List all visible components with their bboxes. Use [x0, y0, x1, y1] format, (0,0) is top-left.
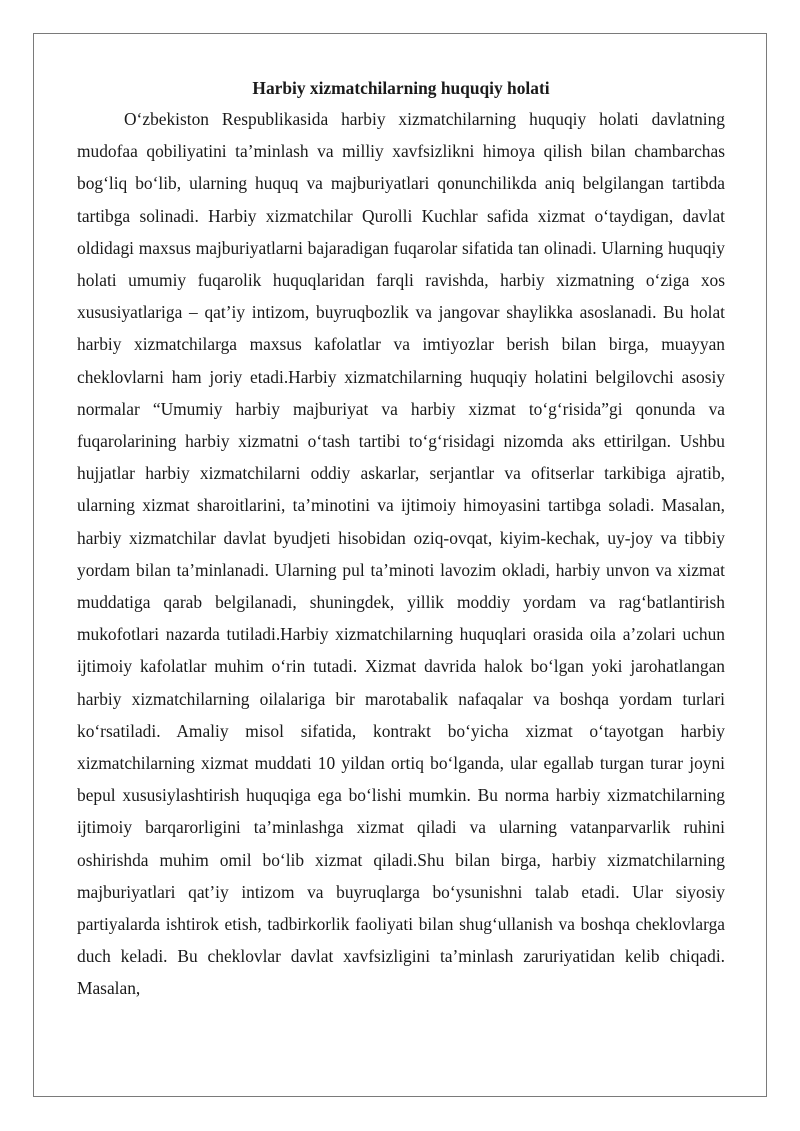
document-title: Harbiy xizmatchilarning huquqiy holati	[252, 78, 550, 98]
document-body-paragraph: O‘zbekiston Respublikasida harbiy xizmatchilarning huquqiy holati davlatning mudofaa qobiliyatini ta’minlash va milliy xavfsizlikni himoya qilish bilan chambarchas bog‘liq bo‘lib, ularning huquq va majburiyatlari qonunchilikda aniq belgilangan tartibda tartibga solinadi. Harbiy xizmatchilar Qurolli Kuchlar safida xizmat o‘taydigan, davlat oldidagi maxsus majburiyatlarni bajaradigan fuqarolar sifatida tan olinadi. Ularning huquqiy holati umumiy fuqarolik huquqlaridan farqli ravishda, harbiy xizmatning o‘ziga xos xususiyatlariga – qat’iy intizom, buyruqbozlik va jangovar shaylikka asoslanadi. Bu holat harbiy xizmatchilarga maxsus kafolatlar va imtiyozlar berish bilan birga, muayyan cheklovlarni ham joriy etadi.Harbiy xizmatchilarning huquqiy holatini belgilovchi asosiy normalar “Umumiy harbiy majburiyat va harbiy xizmat to‘g‘risida”gi qonunda va fuqarolarining harbiy xizmatni o‘tash tartibi to‘g‘risidagi nizomda aks ettirilgan. Ushbu hujjatlar harbiy xizmatchilarni oddiy askarlar, serjantlar va ofitserlar tarkibiga ajratib, ularning xizmat sharoitlarini, ta’minotini va ijtimoiy himoyasini tartibga soladi. Masalan, harbiy xizmatchilar davlat byudjeti hisobidan oziq-ovqat, kiyim-kechak, uy-joy va tibbiy yordam bilan ta’minlanadi. Ularning pul ta’minoti lavozim okladi, harbiy unvon va xizmat muddatiga qarab belgilanadi, shuningdek, yillik moddiy yordam va rag‘batlantirish mukofotlari nazarda tutiladi.Harbiy xizmatchilarning huquqlari orasida oila a’zolari uchun ijtimoiy kafolatlar muhim o‘rin tutadi. Xizmat davrida halok bo‘lgan yoki jarohatlangan harbiy xizmatchilarning oilalariga bir marotabalik nafaqalar va boshqa yordam turlari ko‘rsatiladi. Amaliy misol sifatida, kontrakt bo‘yicha xizmat o‘tayotgan harbiy xizmatchilarning xizmat muddati 10 yildan ortiq bo‘lganda, ular egallab turgan turar joyni bepul xususiylashtirish huquqiga ega bo‘lishi mumkin. Bu norma harbiy xizmatchilarning ijtimoiy barqarorligini ta’minlashga xizmat qiladi va ularning vatanparvarlik ruhini oshirishda muhim omil bo‘lib xizmat qiladi.Shu bilan birga, harbiy xizmatchilarning majburiyatlari qat’iy intizom va buyruqlarga bo‘ysunishni talab etadi. Ular siyosiy partiyalarda ishtirok etish, tadbirkorlik faoliyati bilan shug‘ullanish va boshqa cheklovlarga duch keladi. Bu cheklovlar davlat xavfsizligini ta’minlash zaruriyatidan kelib chiqadi. Masalan,	[77, 109, 725, 999]
document-content	[77, 73, 725, 1005]
